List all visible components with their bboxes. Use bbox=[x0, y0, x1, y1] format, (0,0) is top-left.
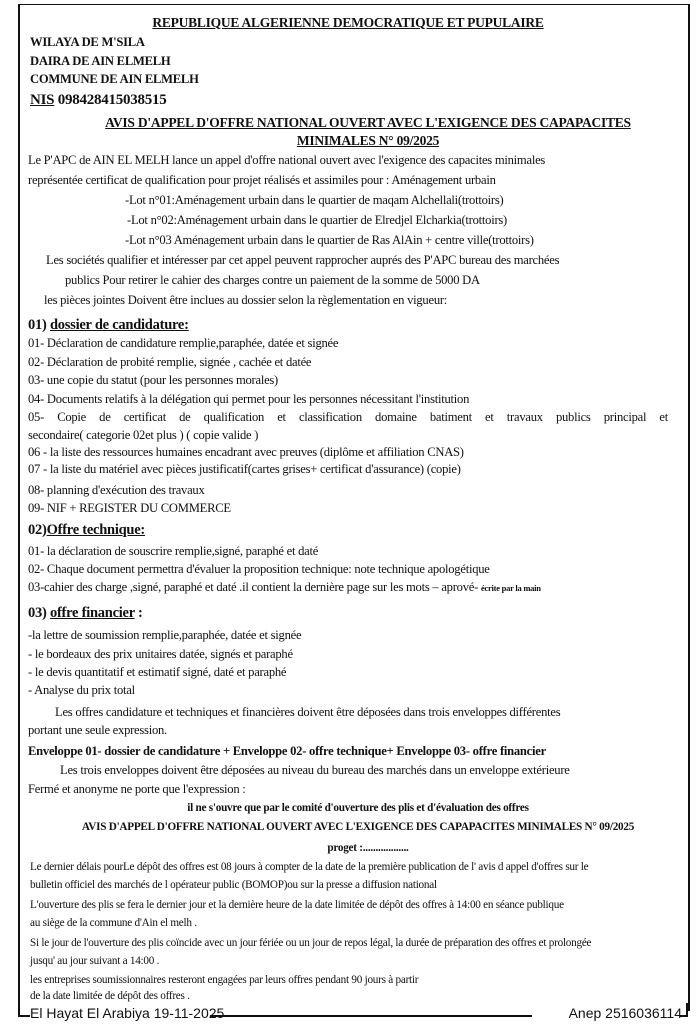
item-text: 03-cahier des charge ,signé, paraphé et daté .il contient la dernière page sur les mots – aprové- bbox=[28, 580, 479, 594]
frame-corner-left bbox=[18, 1003, 30, 1017]
footer-rule bbox=[210, 1015, 532, 1017]
list-item: 02- Chaque document permettra d'évaluer la proposition technique: note technique apologétique bbox=[28, 562, 490, 576]
envelope-expression-1: il ne s'ouvre que par le comité d'ouverture des plis et d'évaluation des offres bbox=[187, 802, 529, 814]
envelope-expression-3: proget :.................. bbox=[327, 842, 409, 854]
nis-value: 098428415038515 bbox=[54, 92, 167, 108]
envelopes-line1: Les offres candidature et techniques et financières doivent être déposées dans trois enveloppes différentes bbox=[55, 705, 561, 719]
section3-heading bbox=[28, 605, 143, 621]
frame-corner-right bbox=[680, 1003, 688, 1017]
section2-title: Offre technique: bbox=[46, 522, 146, 538]
nis bbox=[30, 92, 167, 109]
condition-line: jusqu' au jour suivant a 14:00 . bbox=[30, 955, 160, 967]
lot-1: -Lot n°01:Aménagement urbain dans le quartier de maqam Alchellali(trottoirs) bbox=[125, 193, 504, 207]
wilaya: WILAYA DE M'SILA bbox=[30, 35, 145, 49]
list-item: 03- une copie du statut (pour les personnes morales) bbox=[28, 373, 278, 387]
section2-number: 02) bbox=[28, 522, 47, 538]
condition-line: L'ouverture des plis se fera le dernier jour et la dernière heure de la date limitée de dépôt des offres à 14:00 en séance publique bbox=[30, 899, 564, 911]
envelope-expression-2: AVIS D'APPEL D'OFFRE NATIONAL OUVERT AVEC L'EXIGENCE DES CAPAPACITES MINIMALES N° 09/2025 bbox=[81, 821, 635, 833]
notice-title-line2: MINIMALES N° 09/2025 bbox=[296, 133, 440, 148]
condition-line: au siège de la commune d'Ain el melh . bbox=[30, 917, 197, 929]
intro-line3: Les sociétés qualifier et intéresser par cet appel peuvent rapprocher auprés des P'APC bureau des marchées bbox=[46, 253, 560, 267]
intro-line5: les pièces jointes Doivent être inclues au dossier selon la règlementation en vigueur: bbox=[44, 293, 448, 307]
condition-line: de la date limitée de dépôt des offres . bbox=[30, 990, 190, 1002]
section3-title: offre financier bbox=[49, 605, 135, 621]
daira: DAIRA DE AIN ELMELH bbox=[30, 54, 171, 68]
list-item: 07 - la liste du matériel avec pièces justificatif(cartes grises+ certificat d'assurance) (copie) bbox=[28, 462, 461, 476]
list-item: 05- Copie de certificat de qualification et classification domaine batiment et travaux publics principal et bbox=[28, 410, 668, 424]
condition-line: Si le jour de l'ouverture des plis coïncide avec un jour fériée ou un jour de repos légal, la durée de préparation des offres et prolongée bbox=[30, 937, 592, 949]
list-item: 04- Documents relatifs à la délégation qui permet pour les personnes nécessitant l'institution bbox=[28, 392, 470, 406]
envelopes-line4: Les trois enveloppes doivent être déposées au niveau du bureau des marchés dans un enveloppe extérieure bbox=[60, 763, 570, 777]
republic-title: REPUBLIQUE ALGERIENNE DEMOCRATIQUE ET PUPULAIRE bbox=[152, 15, 544, 30]
anep-reference: Anep 2516036114 bbox=[568, 1005, 682, 1021]
section1-number: 01) bbox=[28, 317, 50, 333]
item-note: écrite par la main bbox=[480, 583, 541, 593]
condition-line: bulletin officiel des marchés de l opérateur public (BOMOP)ou sur la presse a diffusion national bbox=[30, 879, 437, 891]
list-item: -la lettre de soumission remplie,paraphée, datée et signée bbox=[28, 628, 302, 642]
commune: COMMUNE DE AIN ELMELH bbox=[30, 72, 199, 86]
list-item: 02- Déclaration de probité remplie, signée , cachée et datée bbox=[28, 355, 312, 369]
list-item: - le devis quantitatif et estimatif signé, daté et paraphé bbox=[28, 665, 287, 679]
list-item: - Analyse du prix total bbox=[28, 683, 135, 697]
list-item: - le bordeaux des prix unitaires datée, signés et paraphé bbox=[28, 647, 293, 661]
publication-name-date: El Hayat El Arabiya 19-11-2025 bbox=[30, 1005, 225, 1021]
nis-label: NIS bbox=[30, 92, 55, 108]
section2-heading bbox=[28, 522, 145, 538]
intro-line4: publics Pour retirer le cahier des charges contre un paiement de la somme de 5000 DA bbox=[65, 273, 480, 287]
envelopes-line2: portant une seule expression. bbox=[28, 723, 167, 737]
list-item: 01- Déclaration de candidature remplie,paraphée, datée et signée bbox=[28, 336, 339, 350]
condition-line: les entreprises soumissionnaires resteront engagées par leurs offres pendant 90 jours à partir bbox=[30, 974, 419, 986]
list-item: 09- NIF + REGISTER DU COMMERCE bbox=[28, 501, 231, 515]
envelopes-line5: Fermé et anonyme ne porte que l'expression : bbox=[28, 782, 246, 796]
intro-line2: représentée certificat de qualification pour projet réalisés et assimiles pour : Aménagement urbain bbox=[28, 173, 496, 187]
list-item: 01- la déclaration de souscrire remplie,signé, paraphé et daté bbox=[28, 544, 319, 558]
section1-heading bbox=[28, 317, 189, 333]
envelopes-line3: Enveloppe 01- dossier de candidature + Enveloppe 02- offre technique+ Enveloppe 03- offre financier bbox=[28, 744, 546, 758]
list-item: 06 - la liste des ressources humaines encadrant avec preuves (diplôme et affiliation CNAS) bbox=[28, 445, 464, 459]
footer bbox=[0, 1005, 696, 1022]
section1-title: dossier de candidature: bbox=[49, 317, 189, 333]
list-item bbox=[28, 580, 541, 596]
intro-line1: Le P'APC de AIN EL MELH lance un appel d'offre national ouvert avec l'exigence des capacites minimales bbox=[28, 153, 546, 167]
section3-number: 03) bbox=[28, 605, 50, 621]
condition-line: Le dernier délais pourLe dépôt des offres est 08 jours à compter de la date de la première publication de l' avis d appel d'offres sur le bbox=[30, 861, 589, 873]
lot-2: -Lot n°02:Aménagement urbain dans le quartier de Elredjel Elcharkia(trottoirs) bbox=[127, 213, 507, 227]
lot-3: -Lot n°03 Aménagement urbain dans le quartier de Ras AlAin + centre ville(trottoirs) bbox=[125, 233, 534, 247]
list-item: secondaire( categorie 02et plus ) ( copie valide ) bbox=[28, 428, 259, 442]
section3-colon: : bbox=[134, 605, 143, 621]
notice-title-line1: AVIS D'APPEL D'OFFRE NATIONAL OUVERT AVEC L'EXIGENCE DES CAPAPACITES bbox=[105, 115, 631, 130]
list-item: 08- planning d'exécution des travaux bbox=[28, 483, 205, 497]
